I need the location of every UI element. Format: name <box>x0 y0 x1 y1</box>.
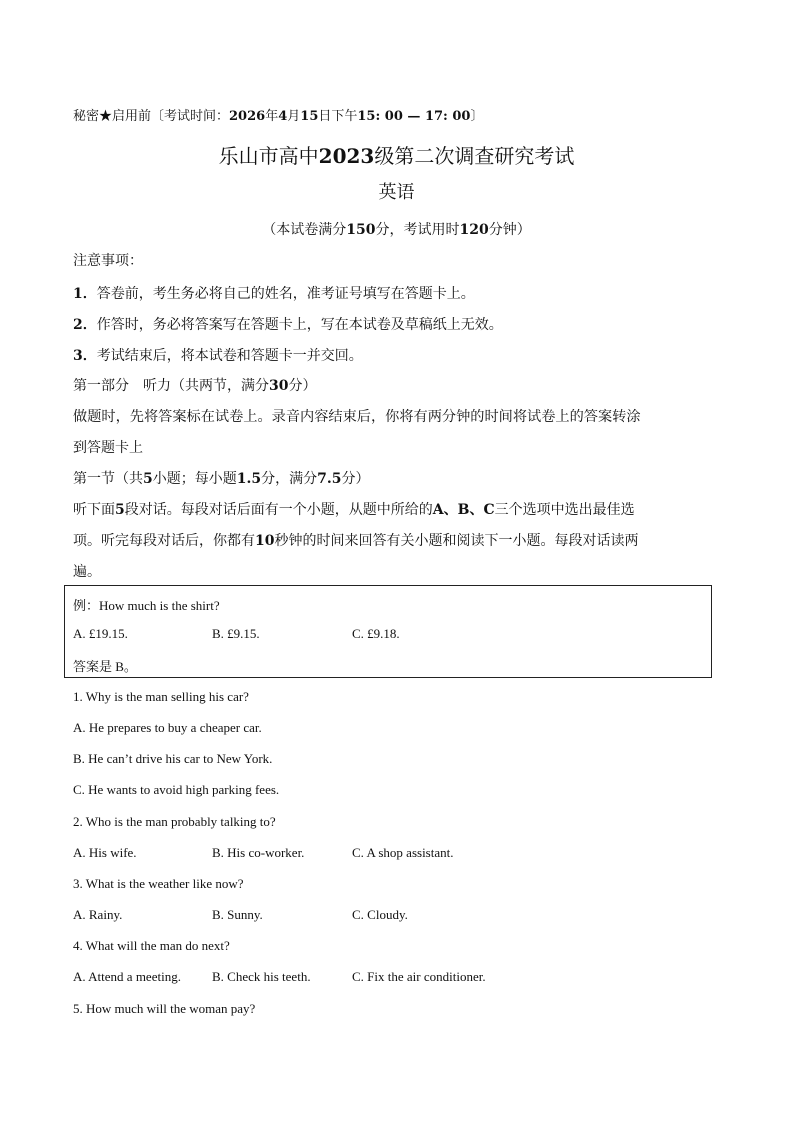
exam-header: 秘密★启用前〔考试时间：2026年4月15日下午15: 00 — 17: 00〕 <box>73 109 484 124</box>
question-stem: 4. What will the man do next? <box>73 938 230 953</box>
part1-instruction-line2: 到答题卡上 <box>73 440 143 456</box>
question-option: A. His wife. <box>73 845 137 860</box>
question-option: B. Sunny. <box>212 907 263 922</box>
notice-item: 1．答卷前，考生务必将自己的姓名，准考证号填写在答题卡上。 <box>73 286 475 302</box>
section1-instruction-line2: 项。听完每段对话后，你都有10秒钟的时间来回答有关小题和阅读下一小题。每段对话读两 <box>73 533 639 549</box>
question-option: A. Rainy. <box>73 907 123 922</box>
question-option: C. He wants to avoid high parking fees. <box>73 782 280 797</box>
notice-item: 2．作答时，务必将答案写在答题卡上，写在本试卷及草稿纸上无效。 <box>73 317 503 333</box>
example-box <box>64 585 712 678</box>
part1-heading: 第一部分 听力（共两节，满分30分） <box>73 378 317 394</box>
question-stem: 3. What is the weather like now? <box>73 876 244 891</box>
notice-item: 3．考试结束后，将本试卷和答题卡一并交回。 <box>73 348 363 364</box>
question-option: C. Cloudy. <box>352 907 408 922</box>
example-option: A. £19.15. <box>73 626 128 641</box>
subject-title: 英语 <box>378 182 415 203</box>
score-note: （本试卷满分150分，考试用时120分钟） <box>262 222 531 238</box>
section1-instruction-line1: 听下面5段对话。每段对话后面有一个小题，从题中所给的A、B、C三个选项中选出最佳选 <box>73 502 635 518</box>
question-option: A. Attend a meeting. <box>73 969 181 984</box>
example-option: B. £9.15. <box>212 626 260 641</box>
example-option: C. £9.18. <box>352 626 400 641</box>
page-title: 乐山市高中2023级第二次调查研究考试 <box>218 144 575 168</box>
example-answer: 答案是 B。 <box>73 659 137 674</box>
question-stem: 1. Why is the man selling his car? <box>73 689 249 704</box>
question-option: B. Check his teeth. <box>212 969 311 984</box>
question-option: A. He prepares to buy a cheaper car. <box>73 720 262 735</box>
example-question: 例：How much is the shirt? <box>73 598 220 613</box>
question-option: C. A shop assistant. <box>352 845 454 860</box>
question-option: B. He can’t drive his car to New York. <box>73 751 273 766</box>
question-stem: 2. Who is the man probably talking to? <box>73 814 276 829</box>
section1-instruction-line3: 遍。 <box>73 564 101 580</box>
section1-heading: 第一节（共5小题；每小题1.5分，满分7.5分） <box>73 471 370 487</box>
question-option: B. His co-worker. <box>212 845 305 860</box>
question-option: C. Fix the air conditioner. <box>352 969 486 984</box>
part1-instruction-line1: 做题时，先将答案标在试卷上。录音内容结束后，你将有两分钟的时间将试卷上的答案转涂 <box>73 409 641 425</box>
question-stem: 5. How much will the woman pay? <box>73 1001 256 1016</box>
notice-heading: 注意事项： <box>73 253 143 269</box>
